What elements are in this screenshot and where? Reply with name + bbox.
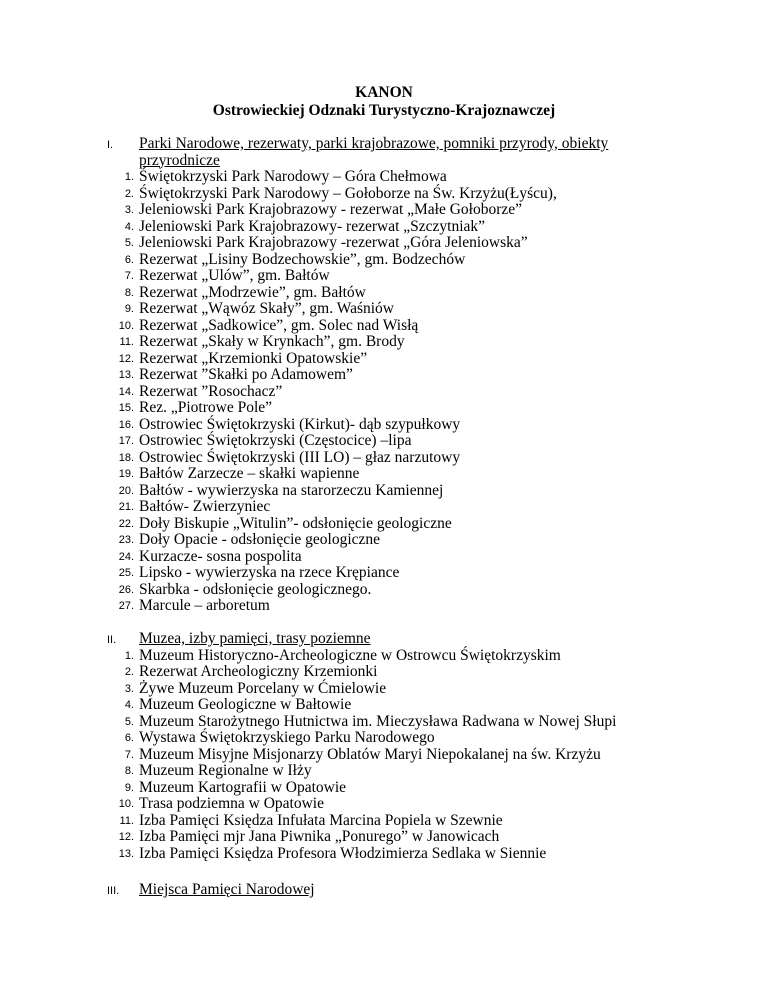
- list-item: [108, 730, 748, 747]
- section-roman-numeral: II.: [107, 634, 117, 646]
- list-item: [108, 169, 748, 186]
- list-item: [108, 367, 748, 384]
- list-item-text: Muzeum Misyjne Misjonarzy Oblatów Maryi Niepokalanej na św. Krzyżu: [139, 745, 601, 763]
- list-item-number: 11.: [119, 336, 134, 348]
- list-item-text: Marcule – arboretum: [139, 597, 270, 614]
- list-item: [108, 483, 748, 500]
- list-item-text: Rezerwat „Ulów”, gm. Bałtów: [139, 267, 330, 284]
- list-item-number: 2.: [124, 666, 134, 678]
- list-item-number: 20.: [118, 484, 134, 497]
- list-item-text: Wystawa Świętokrzyskiego Parku Narodowego: [139, 729, 435, 746]
- list-item-text: Jeleniowski Park Krajobrazowy- rezerwat „Szczytniak”: [139, 217, 486, 235]
- list-item-number: 15.: [118, 402, 134, 414]
- list-item-text: Rezerwat ”Skałki po Adamowem”: [139, 366, 353, 383]
- list-item-number: 12.: [118, 831, 134, 843]
- section-roman-numeral: I.: [107, 139, 114, 151]
- list-item-number: 21.: [118, 501, 134, 513]
- list-item: [108, 763, 748, 780]
- list-item: [108, 334, 748, 351]
- list-item-text: Ostrowiec Świętokrzyski (Kirkut)- dąb szypułkowy: [139, 415, 461, 433]
- list-item: [108, 268, 748, 285]
- list-item-text: Rezerwat Archeologiczny Krzemionki: [139, 663, 378, 680]
- list-item-text: Izba Pamięci Księdza Profesora Włodzimierza Sedlaka w Siennie: [139, 844, 547, 862]
- list-item-number: 1.: [124, 171, 134, 183]
- list-item-number: 4.: [124, 220, 134, 233]
- list-item: [108, 681, 748, 698]
- list-item: [108, 351, 748, 368]
- list-item-number: 6.: [124, 732, 134, 744]
- list-item-number: 23.: [118, 534, 134, 546]
- list-item: [108, 747, 748, 764]
- list-item-number: 7.: [124, 270, 134, 282]
- list-item: [108, 400, 748, 417]
- list-item: [108, 582, 748, 599]
- list-item: [108, 202, 748, 219]
- document-subtitle: Ostrowieckiej Odznaki Turystyczno-Krajoznawczej: [212, 102, 556, 119]
- section-heading: Miejsca Pamięci Narodowej: [139, 881, 315, 898]
- list-item: [108, 285, 748, 302]
- list-item-text: Rezerwat „Modrzewie”, gm. Bałtów: [139, 283, 366, 301]
- list-item-number: 3.: [124, 682, 134, 695]
- list-item-number: 25.: [118, 567, 134, 579]
- list-item: [108, 417, 748, 434]
- list-item-text: Rezerwat „Wąwóz Skały”, gm. Waśniów: [139, 300, 394, 317]
- list-item-number: 11.: [119, 814, 134, 827]
- list-item: [108, 499, 748, 516]
- list-item-text: Izba Pamięci Księdza Infułata Marcina Popiela w Szewnie: [139, 811, 503, 829]
- list-item: [108, 697, 748, 714]
- list-item-number: 14.: [118, 385, 134, 398]
- list-item-text: Muzeum Kartografii w Opatowie: [139, 778, 347, 796]
- list-item-text: Rezerwat „Skały w Krynkach”, gm. Brody: [139, 333, 405, 350]
- list-item-number: 19.: [118, 468, 134, 480]
- list-item-text: Jeleniowski Park Krajobrazowy -rezerwat „Góra Jeleniowska”: [139, 234, 528, 251]
- list-item: [108, 829, 748, 846]
- list-item-number: 16.: [118, 418, 134, 431]
- list-item-number: 13.: [118, 847, 134, 860]
- list-item-number: 1.: [124, 649, 134, 662]
- list-item-number: 13.: [118, 369, 134, 381]
- list-item-number: 7.: [124, 748, 134, 761]
- list-item: [108, 235, 748, 252]
- list-item-text: Kurzacze- sosna pospolita: [139, 547, 302, 565]
- list-item: [108, 664, 748, 681]
- list-item: [108, 384, 748, 401]
- list-item: [108, 780, 748, 797]
- list-item-text: Rez. „Piotrowe Pole”: [139, 399, 273, 416]
- list-item-text: Muzeum Historyczno-Archeologiczne w Ostrowcu Świętokrzyskim: [139, 646, 561, 664]
- list-item: [108, 565, 748, 582]
- list-item-number: 6.: [124, 253, 134, 266]
- section-heading: Muzea, izby pamięci, trasy poziemne: [139, 630, 371, 647]
- list-item: [108, 252, 748, 269]
- list-item-number: 9.: [124, 303, 134, 315]
- section-roman-numeral: III.: [107, 885, 120, 897]
- list-item-text: Ostrowiec Świętokrzyski (III LO) – głaz narzutowy: [139, 448, 461, 466]
- list-item-text: Rezerwat „Krzemionki Opatowskie”: [139, 349, 368, 367]
- list-item: [108, 186, 748, 203]
- list-item-number: 10.: [118, 319, 134, 332]
- list-item: [108, 813, 748, 830]
- list-item-text: Żywe Muzeum Porcelany w Ćmielowie: [139, 679, 387, 697]
- list-item-number: 22.: [118, 517, 134, 530]
- list-item-text: Ostrowiec Świętokrzyski (Częstocice) –lipa: [139, 432, 412, 449]
- list-item-text: Doły Biskupie „Witulin”- odsłonięcie geologiczne: [139, 514, 452, 532]
- list-item-number: 5.: [124, 237, 134, 249]
- list-item: [108, 598, 748, 615]
- list-item-number: 4.: [124, 699, 134, 711]
- list-item: [108, 318, 748, 335]
- list-item-text: Muzeum Starożytnego Hutnictwa im. Mieczysława Radwana w Nowej Słupi: [139, 712, 617, 730]
- list-item: [108, 301, 748, 318]
- list-item-text: Bałtów Zarzecze – skałki wapienne: [139, 465, 360, 482]
- list-item-text: Rezerwat „Lisiny Bodzechowskie”, gm. Bodzechów: [139, 250, 466, 268]
- list-item-number: 8.: [124, 286, 134, 299]
- list-item: [108, 219, 748, 236]
- list-item: [108, 466, 748, 483]
- list-item-text: Lipsko - wywierzyska na rzece Krępiance: [139, 564, 400, 581]
- list-item: [108, 648, 748, 665]
- document-title: KANON: [355, 84, 413, 101]
- list-item: [108, 549, 748, 566]
- list-item-number: 26.: [118, 583, 134, 596]
- list-item-text: Bałtów - wywierzyska na starorzeczu Kamiennej: [139, 481, 444, 499]
- list-item-text: Muzeum Geologiczne w Bałtowie: [139, 696, 352, 713]
- list-item-number: 24.: [118, 550, 134, 563]
- list-item: [108, 714, 748, 731]
- section-heading: Parki Narodowe, rezerwaty, parki krajobrazowe, pomniki przyrody, obiekty przyrodnicze: [139, 135, 609, 169]
- list-item-number: 2.: [124, 187, 134, 200]
- list-item: [108, 796, 748, 813]
- list-item: [108, 516, 748, 533]
- list-item: [108, 450, 748, 467]
- list-item-text: Rezerwat „Sadkowice”, gm. Solec nad Wisłą: [139, 316, 419, 334]
- list-item-text: Świętokrzyski Park Narodowy – Góra Chełmowa: [139, 168, 447, 185]
- list-item-number: 5.: [124, 715, 134, 728]
- list-item-text: Trasa podziemna w Opatowie: [139, 795, 324, 812]
- list-item-number: 12.: [118, 352, 134, 365]
- list-item: [108, 433, 748, 450]
- list-item-number: 10.: [118, 798, 134, 810]
- list-item-text: Skarbka - odsłonięcie geologicznego.: [139, 580, 372, 598]
- list-item-number: 17.: [118, 435, 134, 447]
- list-item-number: 27.: [118, 600, 134, 612]
- list-item: [108, 532, 748, 549]
- list-item-text: Jeleniowski Park Krajobrazowy - rezerwat „Małe Gołoborze”: [139, 201, 523, 218]
- list-item-number: 9.: [124, 781, 134, 794]
- list-item-text: Doły Opacie - odsłonięcie geologiczne: [139, 531, 381, 548]
- list-item-text: Muzeum Regionalne w Iłży: [139, 762, 312, 779]
- list-item-number: 3.: [124, 204, 134, 216]
- list-item: [108, 846, 748, 863]
- list-item-text: Izba Pamięci mjr Jana Piwnika „Ponurego” w Janowicach: [139, 828, 500, 845]
- list-item-text: Bałtów- Zwierzyniec: [139, 498, 271, 515]
- list-item-text: Świętokrzyski Park Narodowy – Gołoborze na Św. Krzyżu(Łyścu),: [139, 184, 557, 202]
- list-item-text: Rezerwat ”Rosochacz”: [139, 382, 283, 400]
- list-item-number: 8.: [124, 765, 134, 777]
- list-item-number: 18.: [118, 451, 134, 464]
